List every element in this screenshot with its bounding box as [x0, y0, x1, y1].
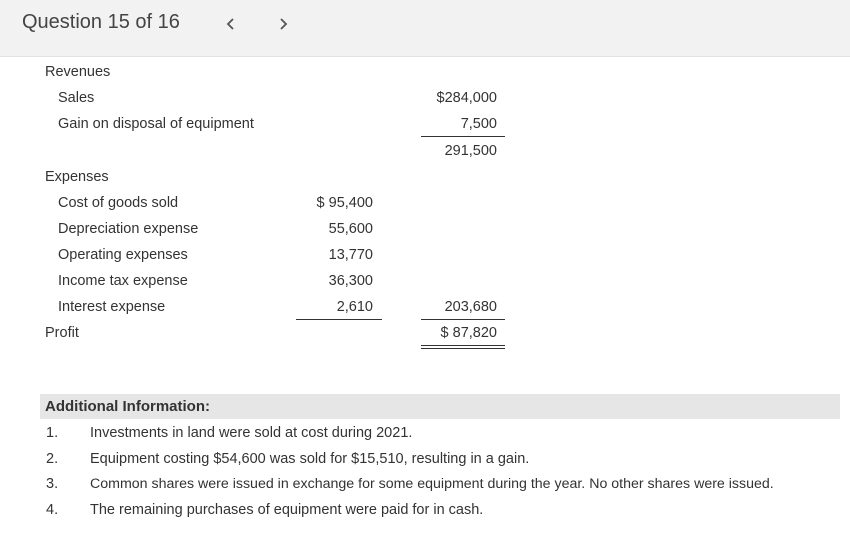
- chevron-left-icon: [226, 17, 236, 31]
- cost-of-goods-sold-value: $ 95,400: [316, 195, 373, 211]
- gain-on-disposal-value: 7,500: [460, 116, 497, 132]
- question-counter: Question 15 of 16: [22, 11, 180, 33]
- operating-expenses-label: Operating expenses: [58, 247, 188, 263]
- profit-value: $ 87,820: [440, 325, 497, 341]
- gain-on-disposal-label: Gain on disposal of equipment: [58, 116, 254, 132]
- previous-question-button[interactable]: [218, 11, 244, 37]
- income-tax-expense-label: Income tax expense: [58, 273, 188, 289]
- list-item-text: Equipment costing $54,600 was sold for $15,510, resulting in a gain.: [90, 451, 530, 467]
- next-question-button[interactable]: [270, 11, 296, 37]
- question-header: [0, 0, 850, 57]
- profit-label: Profit: [45, 325, 79, 341]
- sales-label: Sales: [58, 90, 95, 106]
- income-tax-expense-value: 36,300: [328, 273, 373, 289]
- list-item-text: Common shares were issued in exchange for some equipment during the year. No other shares were issued.: [90, 476, 774, 492]
- profit-double-rule-bottom: [421, 348, 505, 349]
- sales-value: $284,000: [436, 90, 497, 106]
- expenses-total-rule: [421, 319, 505, 320]
- revenues-total: 291,500: [444, 143, 497, 159]
- operating-expenses-value: 13,770: [328, 247, 373, 263]
- additional-info-title: Additional Information:: [45, 398, 210, 415]
- depreciation-expense-value: 55,600: [328, 221, 373, 237]
- expenses-subtotal-rule: [296, 319, 382, 320]
- cost-of-goods-sold-label: Cost of goods sold: [58, 195, 179, 211]
- list-item-text: The remaining purchases of equipment were paid for in cash.: [90, 502, 484, 518]
- list-item-number: 1.: [46, 425, 59, 441]
- interest-expense-value: 2,610: [336, 299, 373, 315]
- expenses-heading: Expenses: [45, 169, 109, 185]
- chevron-right-icon: [278, 17, 288, 31]
- list-item-number: 4.: [46, 502, 59, 518]
- list-item-text: Investments in land were sold at cost during 2021.: [90, 425, 413, 441]
- profit-double-rule-top: [421, 345, 505, 346]
- depreciation-expense-label: Depreciation expense: [58, 221, 199, 237]
- expenses-total: 203,680: [444, 299, 497, 315]
- revenues-heading: Revenues: [45, 64, 111, 80]
- revenues-subtotal-rule: [421, 136, 505, 137]
- list-item-number: 2.: [46, 451, 59, 467]
- interest-expense-label: Interest expense: [58, 299, 166, 315]
- list-item-number: 3.: [46, 476, 59, 492]
